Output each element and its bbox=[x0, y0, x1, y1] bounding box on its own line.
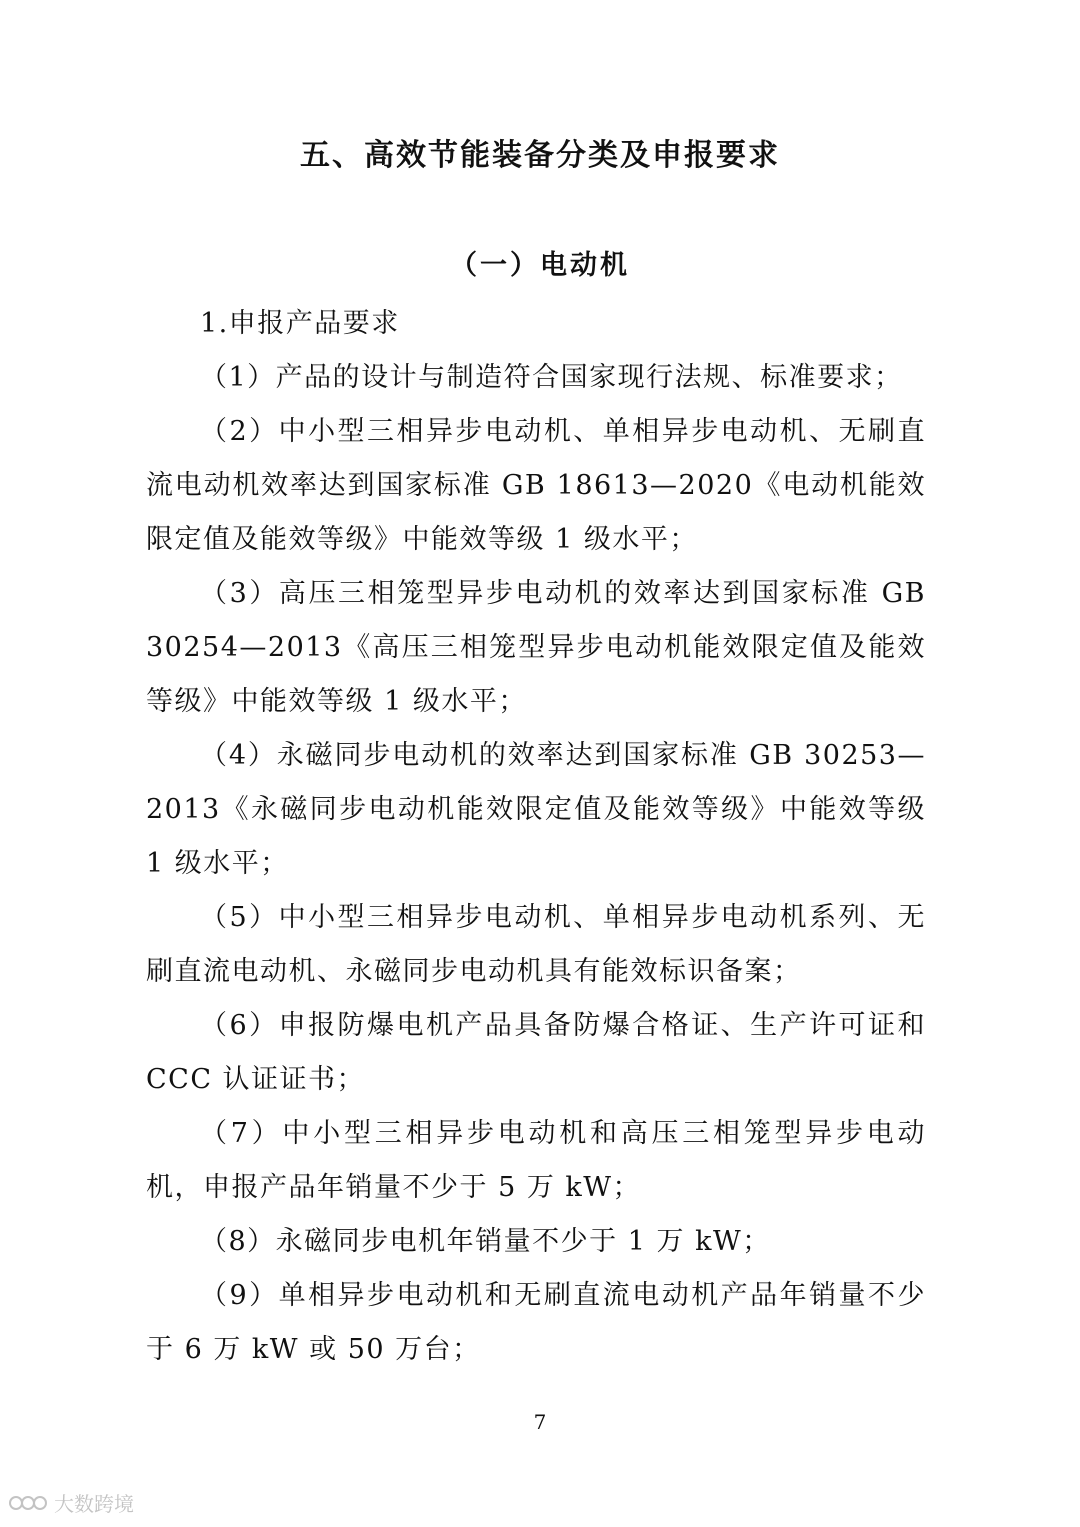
section-heading: （一）电动机 bbox=[450, 250, 630, 281]
paragraph-2: （2）中小型三相异步电动机、单相异步电动机、无刷直流电动机效率达到国家标准 GB 18613—2020《电动机能效限定值及能效等级》中能效等级 1 级水平； bbox=[146, 416, 926, 555]
page-title: 五、高效节能装备分类及申报要求 bbox=[300, 138, 780, 173]
watermark-text: 大数跨境 bbox=[54, 1492, 134, 1516]
paragraph-8: （8）永磁同步电机年销量不少于 1 万 kW； bbox=[200, 1226, 771, 1257]
watermark-logo-icon bbox=[8, 1491, 48, 1515]
paragraph-5: （5）中小型三相异步电动机、单相异步电动机系列、无刷直流电动机、永磁同步电动机具有能效标识备案； bbox=[146, 902, 926, 987]
page-number: 7 bbox=[533, 1410, 547, 1434]
paragraph-7: （7）中小型三相异步电动机和高压三相笼型异步电动机，申报产品年销量不少于 5 万 kW； bbox=[146, 1118, 926, 1203]
paragraph-4: （4）永磁同步电动机的效率达到国家标准 GB 30253—2013《永磁同步电动机能效限定值及能效等级》中能效等级 1 级水平； bbox=[146, 740, 926, 879]
paragraph-1: （1）产品的设计与制造符合国家现行法规、标准要求； bbox=[200, 362, 903, 393]
paragraph-9: （9）单相异步电动机和无刷直流电动机产品年销量不少于 6 万 kW 或 50 万台； bbox=[146, 1280, 926, 1365]
document-body bbox=[146, 297, 926, 1377]
paragraph-3: （3）高压三相笼型异步电动机的效率达到国家标准 GB 30254—2013《高压三相笼型异步电动机能效限定值及能效等级》中能效等级 1 级水平； bbox=[146, 578, 926, 717]
paragraph-6: （6）申报防爆电机产品具备防爆合格证、生产许可证和 CCC 认证证书； bbox=[146, 1010, 926, 1095]
watermark bbox=[8, 1488, 134, 1517]
subheading: 1.申报产品要求 bbox=[200, 308, 400, 339]
